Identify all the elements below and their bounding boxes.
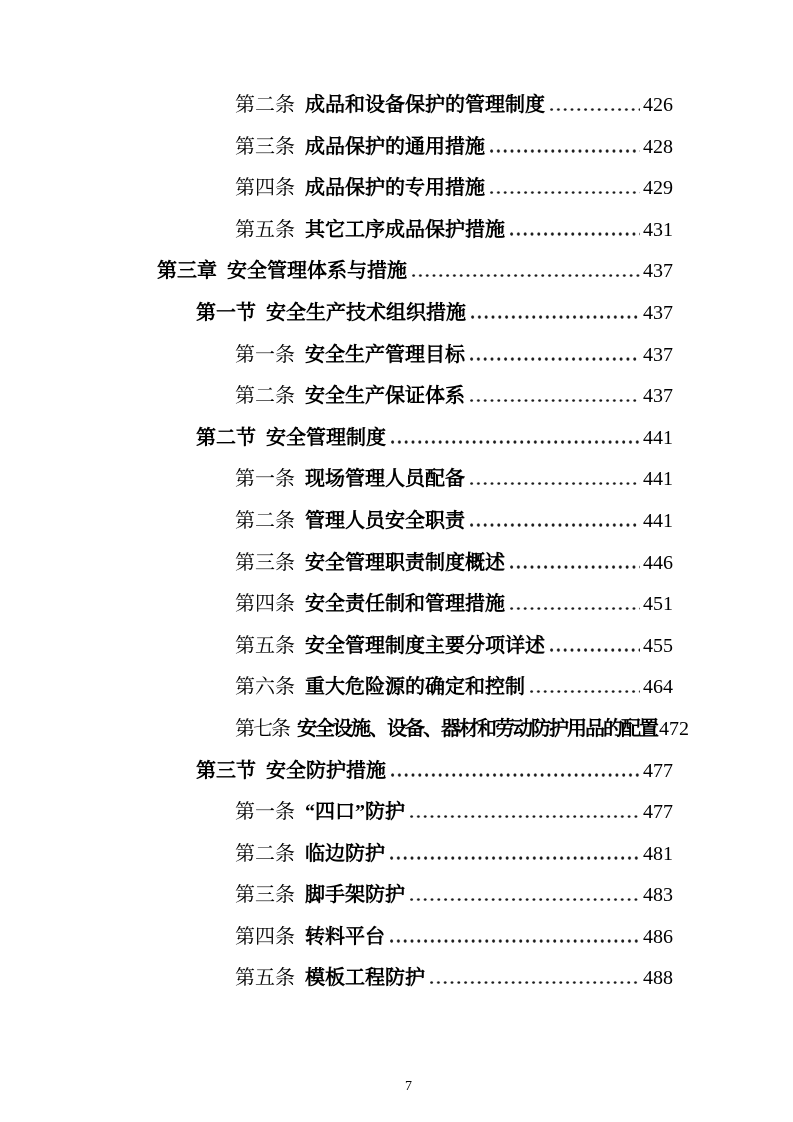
toc-row-label: 第三节 [196,759,256,782]
toc-row-label: 第二节 [196,426,256,449]
toc-row [235,958,673,1000]
dot-leader [470,357,640,361]
toc-row [235,543,673,585]
dot-leader [471,315,640,319]
toc-row-title: 安全管理制度 [266,426,386,449]
toc-row-label: 第二条 [235,842,295,865]
toc-row-title: 安全生产技术组织措施 [266,301,466,324]
dot-leader [391,773,640,777]
toc-row-title: 成品和设备保护的管理制度 [305,94,545,116]
toc-row-title: 安全管理体系与措施 [227,260,407,283]
toc-row-page-number: 481 [643,842,673,865]
toc-row-page-number: 437 [643,260,673,283]
dot-leader [470,399,640,403]
toc-row [235,584,673,626]
toc-row-label: 第四条 [235,593,295,616]
toc-row-label: 第七条 [235,717,289,740]
toc-row-title: 安全责任制和管理措施 [305,593,505,616]
toc-row-label: 第四条 [235,925,295,948]
toc-row-title: 脚手架防护 [305,884,405,907]
toc-row-page-number: 437 [643,343,673,366]
dot-leader [470,523,640,527]
toc-row-page-number: 441 [643,509,673,532]
toc-row-title: 成品保护的通用措施 [305,135,485,158]
toc-row-page-number: 437 [643,385,673,408]
toc-row-page-number: 426 [643,94,673,116]
toc-row-label: 第一条 [235,468,295,491]
toc-row-page-number: 486 [643,925,673,948]
toc-row-page-number: 488 [643,967,673,990]
dot-leader [490,191,640,195]
toc-row-page-number: 441 [643,426,673,449]
toc-row-label: 第二条 [235,509,295,532]
toc-row [196,293,673,335]
toc-row [196,751,673,793]
toc-row [235,210,673,252]
dot-leader [430,981,640,985]
toc-row-label: 第一条 [235,801,295,824]
toc-row [157,251,673,293]
toc-row [235,335,673,377]
toc-row-title: 模板工程防护 [305,967,425,990]
dot-leader [391,440,640,444]
toc-row-page-number: 431 [643,218,673,241]
toc-row-label: 第五条 [235,634,295,657]
toc-row [196,418,673,460]
toc-row-title: 管理人员安全职责 [305,509,465,532]
toc-row-label: 第五条 [235,967,295,990]
toc-row-title: 临边防护 [305,842,385,865]
toc-row-page-number: 446 [643,551,673,574]
toc-row [235,834,673,876]
toc-row [235,875,673,917]
toc-row-page-number: 437 [643,301,673,324]
toc-row [235,709,689,751]
toc-row-title: 安全生产管理目标 [305,343,465,366]
dot-leader [510,607,640,611]
toc-row [235,85,673,127]
dot-leader [470,482,640,486]
footer-page-number: 7 [405,1079,412,1094]
dot-leader [412,274,640,278]
toc-row-page-number: 477 [643,759,673,782]
toc-row [235,501,673,543]
toc-row-title: 重大危险源的确定和控制 [305,676,525,699]
toc-row-label: 第二条 [235,385,295,408]
toc-row-label: 第二条 [235,94,295,116]
toc-row-page-number: 472 [659,717,689,740]
toc-row-title: “四口”防护 [305,801,405,824]
dot-leader [390,939,640,943]
toc-row-label: 第三条 [235,551,295,574]
toc-row-label: 第一节 [196,301,256,324]
dot-leader [490,149,640,153]
dot-leader [410,815,640,819]
toc-row-label: 第四条 [235,177,295,200]
toc-row-label: 第五条 [235,218,295,241]
dot-leader [550,648,640,652]
toc-row [235,376,673,418]
toc-row-title: 成品保护的专用措施 [305,177,485,200]
dot-leader [550,108,640,112]
toc-row-page-number: 441 [643,468,673,491]
toc-row-title: 安全管理制度主要分项详述 [305,634,545,657]
toc-row-title: 安全生产保证体系 [305,385,465,408]
page-footer [0,1078,793,1096]
toc-row-label: 第三条 [235,884,295,907]
toc-row-label: 第六条 [235,676,295,699]
toc-row-title: 其它工序成品保护措施 [305,218,505,241]
toc-row-page-number: 451 [643,593,673,616]
toc-row-page-number: 464 [643,676,673,699]
toc-row [235,667,673,709]
toc-row-label: 第三章 [157,260,217,283]
toc-row-page-number: 429 [643,177,673,200]
toc-row [235,917,673,959]
toc-row-page-number: 455 [643,634,673,657]
toc-row-label: 第一条 [235,343,295,366]
dot-leader [530,690,640,694]
toc-row-page-number: 483 [643,884,673,907]
dot-leader [390,856,640,860]
toc-row [235,792,673,834]
toc-row [235,127,673,169]
toc-row-title: 安全防护措施 [266,759,386,782]
toc-row [235,168,673,210]
toc-row-title: 现场管理人员配备 [305,468,465,491]
dot-leader [510,565,640,569]
toc-row-title: 转料平台 [305,925,385,948]
toc-row-label: 第三条 [235,135,295,158]
toc-row-page-number: 477 [643,801,673,824]
toc-row [235,626,673,668]
toc-list [157,85,689,1000]
toc-row [235,459,673,501]
dot-leader [410,898,640,902]
toc-row-page-number: 428 [643,135,673,158]
toc-row-title: 安全管理职责制度概述 [305,551,505,574]
dot-leader [510,232,640,236]
toc-row-title: 安全设施、设备、器材和劳动防护用品的配置 [297,717,657,740]
